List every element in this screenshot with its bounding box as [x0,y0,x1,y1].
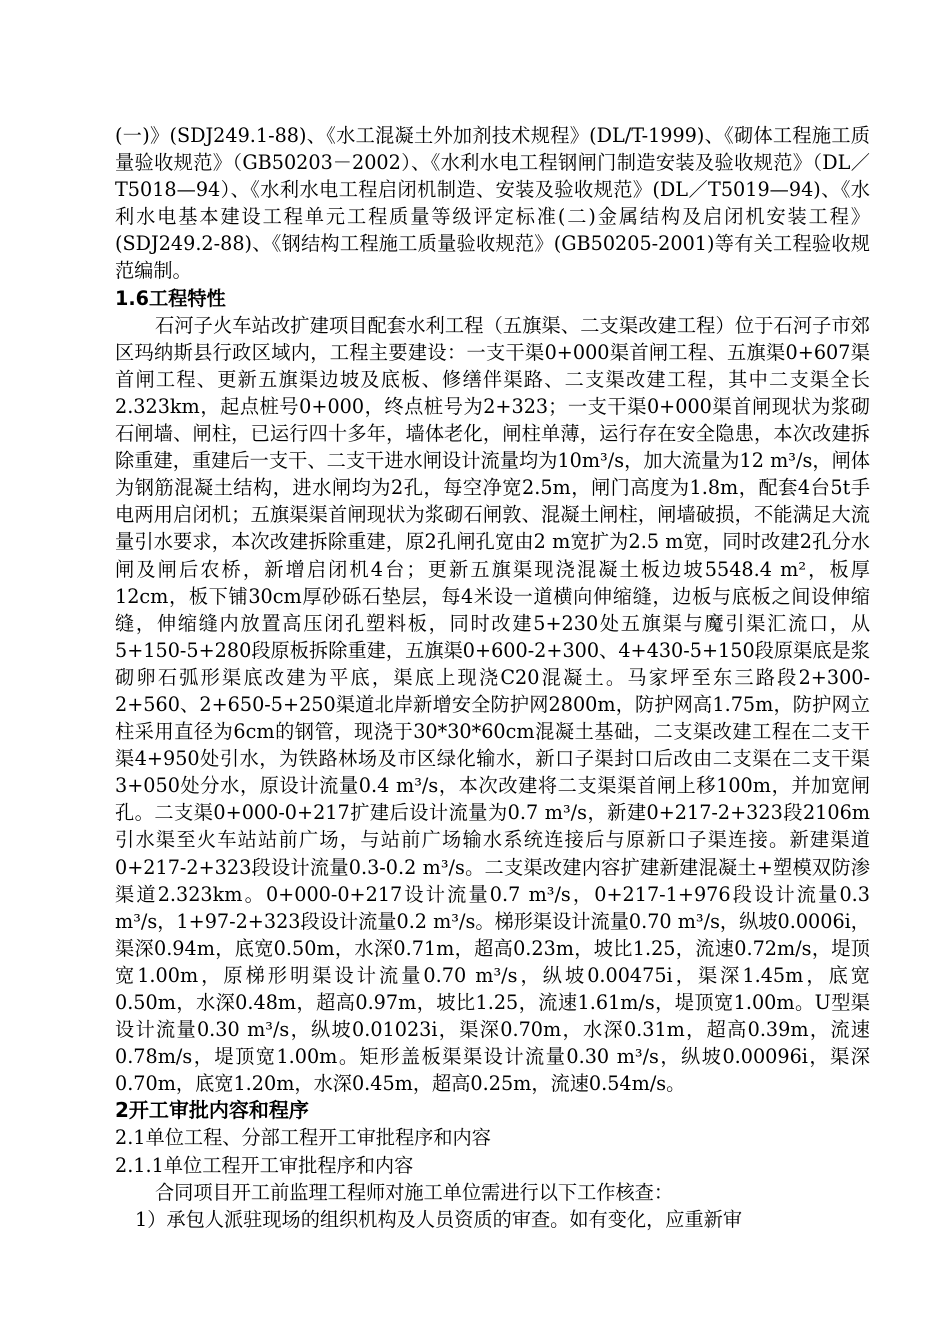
review-item-1: 1）承包人派驻现场的组织机构及人员资质的审查。如有变化，应重新审 [135,1207,743,1231]
section-heading-1-6: 1.6工程特性 [115,286,226,310]
intro-paragraph: (一)》(SDJ249.1-88)、《水工混凝土外加剂技术规程》(DL/T-1999)、《砌体工程施工质量验收规范》（GB50203－2002）、《水利水电工程钢闸门制造安装及验收规范》（DL／T5018—94）、《水利水电工程启闭机制造、安装及验收规范》(DL／T5019—94)、《水利水电基本建设工程单元工程质量等级评定标准(二)金属结构及启闭机安装工程》(SDJ249.2-88)、《钢结构工程施工质量验收规范》(GB50205-2001)等有关工程验收规范编制。 [115,124,870,283]
document-page [115,122,870,1233]
subsection-heading-2-1: 2.1单位工程、分部工程开工审批程序和内容 [115,1126,491,1150]
section-heading-2: 2开工审批内容和程序 [115,1098,309,1123]
review-intro-paragraph: 合同项目开工前监理工程师对施工单位需进行以下工作核查： [155,1180,674,1204]
engineering-features-paragraph: 石河子火车站改扩建项目配套水利工程（五旗渠、二支渠改建工程）位于石河子市郊区玛纳斯县行政区域内，工程主要建设：一支干渠0+000渠首闸工程、五旗渠0+607渠首闸工程、更新五旗渠边坡及底板、修缮伴渠路、二支渠改建工程，其中二支渠全长2.323km，起点桩号0+000，终点桩号为2+323；一支干渠0+000渠首闸现状为浆砌石闸墙、闸柱，已运行四十多年，墙体老化，闸柱单薄，运行存在安全隐患，本次改建拆除重建，重建后一支干、二支干进水闸设计流量均为10m³/s，加大流量为12 m³/s，闸体为钢筋混凝土结构，进水闸均为2孔，每空净宽2.5m，闸门高度为1.8m，配套4台5t手电两用启闭机；五旗渠渠首闸现状为浆砌石闸敦、混凝土闸柱，闸墙破损，不能满足大流量引水要求，本次改建拆除重建，原2孔闸孔宽由2 m宽扩为2.5 m宽，同时改建2孔分水闸及闸后农桥，新增启闭机4台；更新五旗渠现浇混凝土板边坡5548.4 m²，板厚12cm，板下铺30cm厚砂砾石垫层，每4米设一道横向伸缩缝，边板与底板之间设伸缩缝，伸缩缝内放置高压闭孔塑料板，同时改建5+230处五旗渠与魔引渠汇流口，从5+150-5+280段原板拆除重建，五旗渠0+600-2+300、4+430-5+150段原渠底是浆砌卵石弧形渠底改建为平底，渠底上现浇C20混凝土。马家坪至东三路段2+300-2+560、2+650-5+250渠道北岸新增安全防护网2800m，防护网高1.75m，防护网立柱采用直径为6cm的钢管，现浇于30*30*60cm混凝土基础，二支渠改建工程在二支干渠4+950处引水，为铁路林场及市区绿化输水，新口子渠封口后改由二支渠在二支干渠3+050处分水，原设计流量0.4 m³/s，本次改建将二支渠渠首闸上移100m，并加宽闸孔。二支渠0+000-0+217扩建后设计流量为0.7 m³/s，新建0+217-2+323段2106m引水渠至火车站站前广场，与站前广场输水系统连接后与原新口子渠连接。新建渠道0+217-2+323段设计流量0.3-0.2 m³/s。二支渠改建内容扩建新建混凝土+塑模双防渗渠道2.323km。0+000-0+217设计流量0.7 m³/s，0+217-1+976段设计流量0.3 m³/s，1+97-2+323段设计流量0.2 m³/s。梯形渠设计流量0.70 m³/s，纵坡0.0006i，渠深0.94m，底宽0.50m，水深0.71m，超高0.23m，坡比1.25，流速0.72m/s，堤顶宽1.00m，原梯形明渠设计流量0.70 m³/s，纵坡0.00475i，渠深1.45m，底宽0.50m，水深0.48m，超高0.97m，坡比1.25，流速1.61m/s，堤顶宽1.00m。U型渠设计流量0.30 m³/s，纵坡0.01023i，渠深0.70m，水深0.31m，超高0.39m，流速0.78m/s，堤顶宽1.00m。矩形盖板渠渠设计流量0.30 m³/s，纵坡0.00096i，渠深0.70m，底宽1.20m，水深0.45m，超高0.25m，流速0.54m/s。 [115,313,870,1096]
subsection-heading-2-1-1: 2.1.1单位工程开工审批程序和内容 [115,1153,414,1177]
